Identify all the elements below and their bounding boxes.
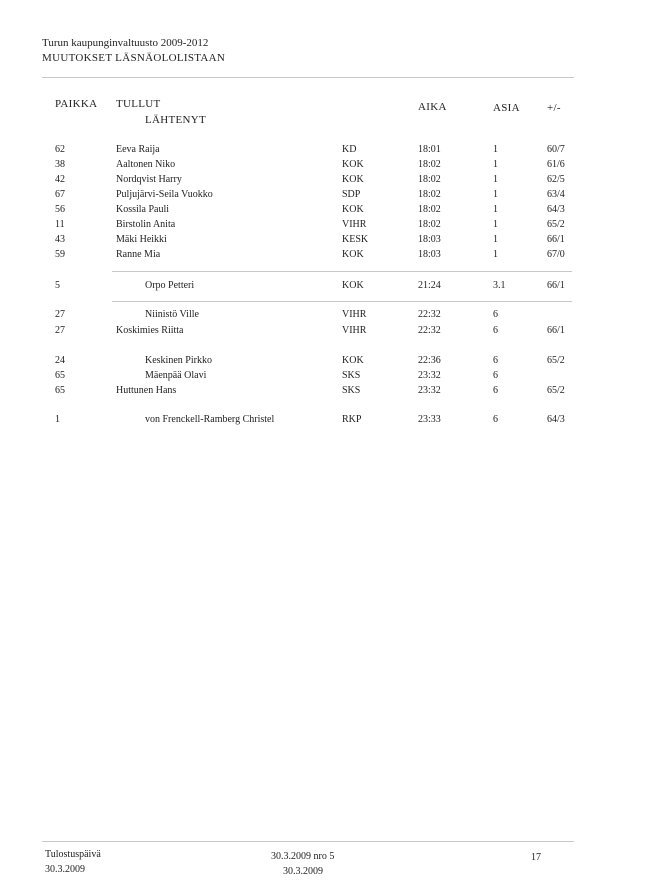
row-name: Mäenpää Olavi [145,370,207,381]
row-item: 6 [493,355,498,366]
print-date: 30.3.2009 [45,864,85,875]
row-time: 22:32 [418,325,441,336]
row-name: Birstolin Anita [116,219,176,230]
row-score: 65/2 [547,219,565,230]
table-row [0,219,650,233]
row-name: Kossila Pauli [116,204,170,215]
row-score: 67/0 [547,249,565,260]
row-time: 23:32 [418,385,441,396]
row-score: 60/7 [547,144,565,155]
table-row [0,189,650,203]
row-time: 18:03 [418,249,441,260]
row-score: 65/2 [547,355,565,366]
footer-divider [42,841,574,842]
page-number: 17 [531,852,541,863]
row-time: 18:02 [418,189,441,200]
row-place: 43 [55,234,65,245]
council-name: Turun kaupunginvaltuusto 2009-2012 [42,37,209,49]
table-row [0,234,650,248]
table-row [0,385,650,399]
row-item: 1 [493,234,498,245]
row-time: 22:32 [418,309,441,320]
row-score: 63/4 [547,189,565,200]
header-divider [42,77,574,78]
table-row [0,370,650,384]
row-name: Niinistö Ville [145,309,199,320]
row-place: 65 [55,370,65,381]
meeting-date: 30.3.2009 [283,866,323,877]
row-name: Ranne Mia [116,249,161,260]
meeting-info: 30.3.2009 nro 5 [271,851,335,862]
row-place: 11 [55,219,65,230]
row-item: 6 [493,370,498,381]
table-row [0,204,650,218]
row-item: 1 [493,189,498,200]
row-place: 27 [55,309,65,320]
col-header-departed: LÄHTENYT [145,114,207,126]
col-header-item: ASIA [493,102,520,114]
row-time: 23:33 [418,414,441,425]
row-item: 1 [493,174,498,185]
table-row [0,355,650,369]
table-row [0,309,650,323]
group-divider [112,301,572,302]
row-party: RKP [342,414,362,425]
row-score: 66/1 [547,234,565,245]
row-party: KD [342,144,357,155]
row-score: 61/6 [547,159,565,170]
row-item: 1 [493,159,498,170]
row-item: 1 [493,219,498,230]
row-time: 18:01 [418,144,441,155]
row-time: 18:02 [418,204,441,215]
row-name: Nordqvist Harry [116,174,182,185]
row-place: 62 [55,144,65,155]
col-header-arrived: TULLUT [116,98,161,110]
col-header-time: AIKA [418,101,447,113]
table-row [0,159,650,173]
row-party: VIHR [342,219,367,230]
table-row [0,174,650,188]
row-item: 6 [493,385,498,396]
row-place: 67 [55,189,65,200]
row-time: 18:02 [418,159,441,170]
col-header-place: PAIKKA [55,98,98,110]
row-item: 6 [493,325,498,336]
row-name: Orpo Petteri [145,280,195,291]
row-name: Koskimies Riitta [116,325,184,336]
row-score: 64/3 [547,204,565,215]
row-party: SKS [342,370,361,381]
row-name: Keskinen Pirkko [145,355,212,366]
row-place: 27 [55,325,65,336]
row-party: KOK [342,174,364,185]
table-row [0,249,650,263]
row-party: VIHR [342,325,367,336]
row-party: VIHR [342,309,367,320]
row-score: 66/1 [547,280,565,291]
row-time: 21:24 [418,280,441,291]
row-item: 1 [493,144,498,155]
row-party: SDP [342,189,361,200]
row-name: von Frenckell-Ramberg Christel [145,414,275,425]
table-row [0,280,650,294]
row-party: KOK [342,204,364,215]
row-time: 23:32 [418,370,441,381]
row-time: 18:03 [418,234,441,245]
row-score: 66/1 [547,325,565,336]
row-name: Puljujärvi-Seila Vuokko [116,189,213,200]
col-header-plusminus: +/- [547,102,561,114]
row-time: 22:36 [418,355,441,366]
row-name: Aaltonen Niko [116,159,176,170]
row-place: 38 [55,159,65,170]
print-date-label: Tulostuspäivä [45,849,101,860]
row-party: KESK [342,234,369,245]
row-name: Mäki Heikki [116,234,167,245]
table-row [0,325,650,339]
row-item: 1 [493,249,498,260]
row-item: 1 [493,204,498,215]
row-place: 59 [55,249,65,260]
row-place: 24 [55,355,65,366]
row-place: 65 [55,385,65,396]
row-score: 65/2 [547,385,565,396]
row-party: KOK [342,249,364,260]
row-item: 6 [493,309,498,320]
row-place: 5 [55,280,60,291]
row-time: 18:02 [418,174,441,185]
row-party: KOK [342,159,364,170]
row-name: Huttunen Hans [116,385,177,396]
row-time: 18:02 [418,219,441,230]
row-party: KOK [342,355,364,366]
row-place: 42 [55,174,65,185]
row-name: Eeva Raija [116,144,160,155]
document-title: MUUTOKSET LÄSNÄOLOLISTAAN [42,52,226,64]
row-party: KOK [342,280,364,291]
row-score: 64/3 [547,414,565,425]
row-place: 56 [55,204,65,215]
table-row [0,144,650,158]
row-item: 6 [493,414,498,425]
group-divider [112,271,572,272]
row-party: SKS [342,385,361,396]
row-place: 1 [55,414,60,425]
row-item: 3.1 [493,280,506,291]
table-row [0,414,650,428]
row-score: 62/5 [547,174,565,185]
